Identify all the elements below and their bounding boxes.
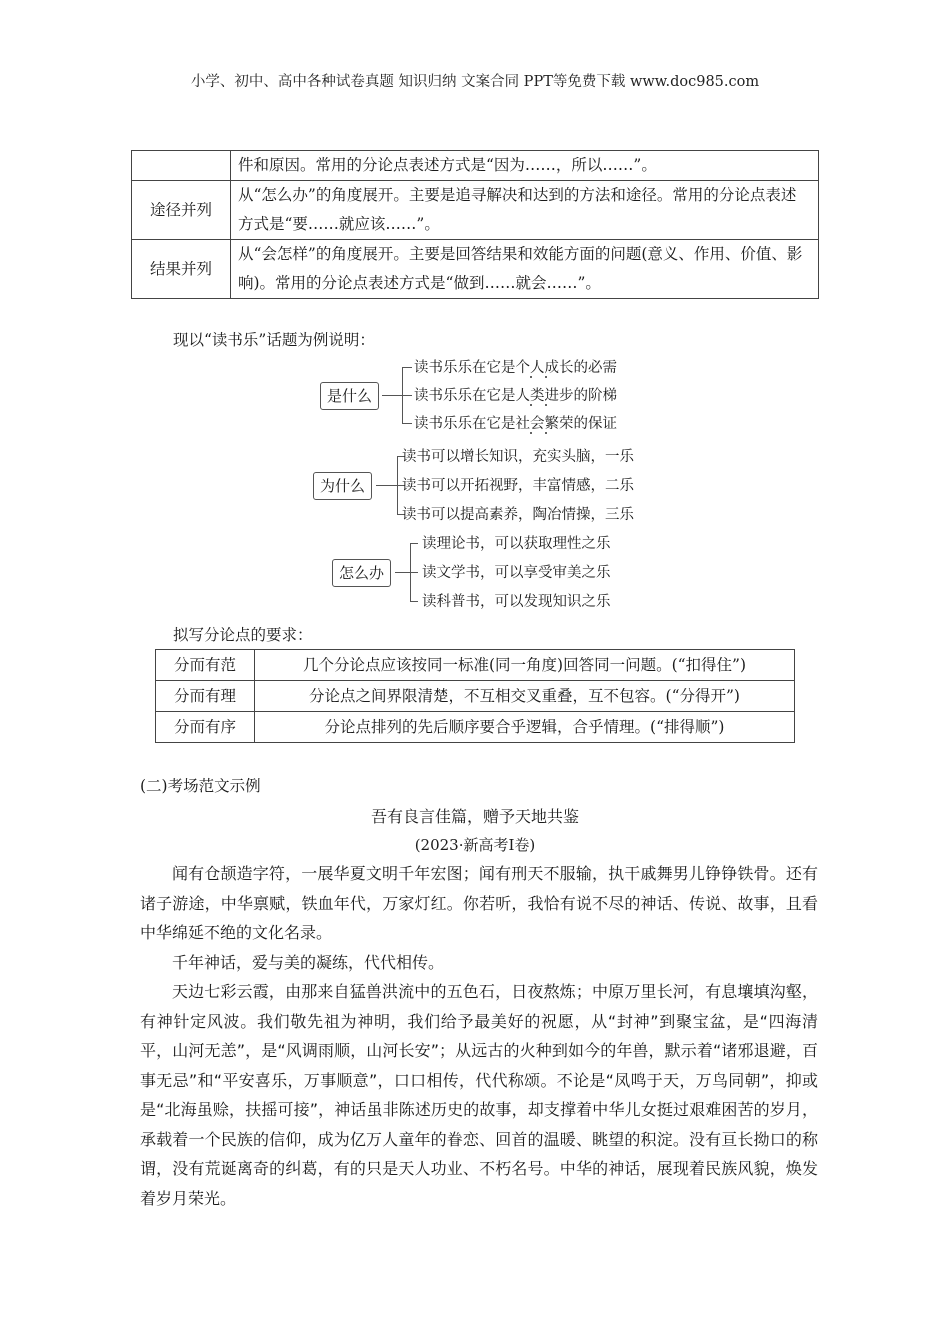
emphasis-dot [545,432,547,434]
table-row [132,151,819,181]
group-label-why: 为什么 [313,472,372,500]
essay-paragraph: 闻有仓颉造字符，一展华夏文明千年宏图；闻有刑天不服输，执干戚舞男儿铮铮铁骨。还有诸子游途，中华禀赋，铁血年代，万家灯红。你若听，我恰有说不尽的神话、传说、故事，且看中华绵延不绝的文化名录。 [140,864,818,942]
row-value: 分论点排列的先后顺序要合乎逻辑，合乎情理。(“排得顺”) [255,712,795,743]
row-key: 结果并列 [132,240,231,299]
connector-line [376,485,397,486]
requirements-title: 拟写分论点的要求： [173,626,313,644]
emphasis-dot [530,404,532,406]
emphasis-dot [530,432,532,434]
essay-subtitle: (2023·新高考Ⅰ卷) [414,836,536,854]
row-value: 件和原因。常用的分论点表述方式是“因为……，所以……”。 [231,151,819,181]
branch-item: 读书乐乐在它是社会繁荣的保证 [414,416,617,432]
row-key [132,151,231,181]
table-row [156,650,795,681]
row-key: 分而有理 [156,681,255,712]
branch-item: 读书乐乐在它是个人成长的必需 [414,360,617,376]
reading-joy-diagram [290,350,670,615]
branch-item: 读科普书，可以发现知识之乐 [422,594,611,610]
row-value: 几个分论点应该按同一标准(同一角度)回答同一问题。(“扣得住”) [255,650,795,681]
row-value: 从“会怎样”的角度展开。主要是回答结果和效能方面的问题(意义、作用、价值、影响)。常用的分论点表述方式是“做到……就会……”。 [231,240,819,299]
branch-item: 读文学书，可以享受审美之乐 [422,565,611,581]
row-key: 分而有范 [156,650,255,681]
table-row [132,181,819,240]
page-header: 小学、初中、高中各种试卷真题 知识归纳 文案合同 PPT等免费下载 www.doc985.com [190,74,760,90]
essay-paragraph: 天边七彩云霞，由那来自猛兽洪流中的五色石，日夜熬炼；中原万里长河，有息壤填沟壑，有神针定风波。我们敬先祖为神明，我们给予最美好的祝愿，从“封神”到聚宝盆，是“四海清平，山河无恙”，是“风调雨顺，山河长安”；从远古的火种到如今的年兽，默示着“诸邪退避，百事无忌”和“平安喜乐，万事顺意”，口口相传，代代称颂。不论是“凤鸣于天，万鸟同朝”，抑或是“北海虽赊，扶摇可接”，神话虽非陈述历史的故事，却支撑着中华儿女挺过艰难困苦的岁月，承载着一个民族的信仰，成为亿万人童年的眷恋、回首的温暖、眺望的积淀。没有亘长拗口的称谓，没有荒诞离奇的纠葛，有的只是天人功业、不朽名号。中华的神话，展现着民族风貌，焕发着岁月荣光。 [140,982,818,1208]
branch-item: 读书可以开拓视野，丰富情感，二乐 [402,478,634,494]
branch-item: 读书可以提高素养，陶冶情操，三乐 [402,507,634,523]
section-heading: (二)考场范文示例 [140,777,261,795]
table-row [156,712,795,743]
connector-line [410,572,418,573]
essay-paragraph: 千年神话，爱与美的凝练，代代相传。 [172,952,445,972]
group-label-what: 是什么 [320,382,379,410]
essay-title: 吾有良言佳篇，赠予天地共鉴 [370,807,579,826]
branch-item: 读书乐乐在它是人类进步的阶梯 [414,388,617,404]
group-label-how: 怎么办 [332,559,391,587]
connector-line [410,601,418,602]
requirements-table [155,649,795,743]
emphasis-dot [545,376,547,378]
connector-line [395,572,410,573]
table-row [132,240,819,299]
connector-line [410,543,418,544]
branch-item: 读书可以增长知识，充实头脑，一乐 [402,449,634,465]
connector-line [402,395,412,396]
branch-item: 读理论书，可以获取理性之乐 [422,536,611,552]
row-key: 途径并列 [132,181,231,240]
emphasis-dot [530,376,532,378]
emphasis-dot [545,404,547,406]
intro-text: 现以“读书乐”话题为例说明： [173,331,375,349]
row-value: 分论点之间界限清楚，不互相交叉重叠，互不包容。(“分得开”) [255,681,795,712]
row-value: 从“怎么办”的角度展开。主要是追寻解决和达到的方法和途径。常用的分论点表述方式是“要……就应该……”。 [231,181,819,240]
connector-line [402,367,412,368]
essay-body [140,859,818,1213]
connector-line [402,423,412,424]
row-key: 分而有序 [156,712,255,743]
connector-line [382,395,402,396]
table-row [156,681,795,712]
parallel-types-table [131,150,819,299]
